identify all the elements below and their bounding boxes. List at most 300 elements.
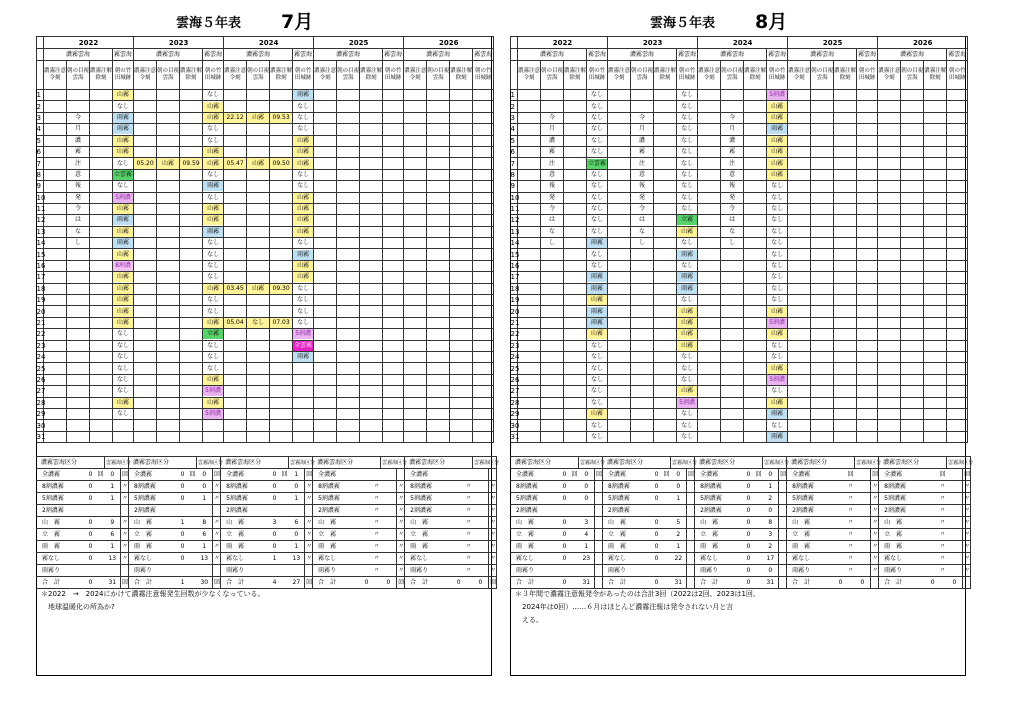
- time-cell: [314, 306, 337, 317]
- day-number: 7: [511, 158, 518, 169]
- summary-count: [855, 565, 871, 577]
- sublabel-b: 霧雲海: [383, 49, 404, 61]
- summary-label: 雨 霧: [37, 541, 85, 553]
- fog-status: 山霧: [203, 215, 223, 225]
- castle-cell: [677, 374, 698, 385]
- time-cell: [518, 226, 541, 237]
- summary-label: 5割濃霧: [511, 493, 559, 505]
- summary-label: 山 霧: [405, 517, 453, 529]
- castle-cell: [473, 397, 494, 408]
- time-cell: [878, 363, 901, 374]
- time-cell: [450, 272, 473, 283]
- fog-status: 雨霧: [767, 124, 787, 134]
- summary-unit: 〃: [963, 565, 971, 577]
- time-cell: [608, 90, 631, 101]
- obs-cell: [157, 420, 180, 431]
- obs-cell: [157, 386, 180, 397]
- summary-count: 4: [579, 529, 595, 541]
- summary-count: 0: [579, 481, 595, 493]
- summary-label: 山 霧: [511, 517, 559, 529]
- summary-count: 0: [177, 541, 189, 553]
- year-header: 2024: [698, 37, 788, 49]
- summary-block: [510, 456, 974, 589]
- summary-count: [473, 565, 489, 577]
- summary-count: 31: [105, 577, 121, 589]
- time-cell: [878, 169, 901, 180]
- summary-unit: 回: [97, 469, 105, 481]
- obs-cell: [157, 249, 180, 260]
- time-cell: [270, 329, 293, 340]
- summary-unit: [595, 565, 603, 577]
- summary-head: 雲霧海区分: [197, 457, 221, 469]
- time-cell: [608, 374, 631, 385]
- time-cell: [788, 249, 811, 260]
- obs-cell: [157, 90, 180, 101]
- summary-label: 山 霧: [37, 517, 85, 529]
- time-cell: [270, 351, 293, 362]
- castle-cell: [383, 363, 404, 374]
- summary-unit: 〃: [397, 493, 405, 505]
- castle-cell: [947, 215, 968, 226]
- summary-label: 立 霧: [313, 529, 361, 541]
- summary-count: 6: [105, 529, 121, 541]
- obs-cell: [247, 306, 270, 317]
- summary-count: [381, 565, 397, 577]
- fog-status: 山霧: [203, 284, 223, 294]
- time-cell: [924, 272, 947, 283]
- time-cell: [360, 329, 383, 340]
- month-label: 8月: [755, 11, 788, 33]
- castle-cell: [677, 181, 698, 192]
- castle-cell: [383, 272, 404, 283]
- summary-unit: [595, 553, 603, 565]
- col-header: 朝の竹田城跡: [383, 61, 404, 90]
- summary-unit: [687, 517, 695, 529]
- obs-cell: [631, 90, 654, 101]
- col-header: 朝の目視雲海: [67, 61, 90, 90]
- fog-status: なし: [207, 364, 220, 372]
- time-cell: [270, 169, 293, 180]
- time-cell: [450, 329, 473, 340]
- time-cell: [314, 226, 337, 237]
- time-cell: [180, 249, 203, 260]
- col-header: 濃霧注意令刻: [224, 61, 247, 90]
- summary-unit: [489, 469, 497, 481]
- time-cell: [654, 101, 677, 112]
- time-cell: [564, 272, 587, 283]
- summary-label: 山 霧: [787, 517, 835, 529]
- summary-count: 0: [289, 529, 305, 541]
- castle-cell: [767, 295, 788, 306]
- fog-status: なし: [591, 353, 604, 361]
- time-cell: [788, 295, 811, 306]
- summary-count: [453, 565, 465, 577]
- summary-head: 雲霧海区分: [855, 457, 879, 469]
- summary-count: 0: [559, 553, 571, 565]
- obs-cell: [427, 124, 450, 135]
- castle-cell: [767, 272, 788, 283]
- time-cell: [834, 386, 857, 397]
- castle-cell: [857, 90, 878, 101]
- time-cell: [608, 169, 631, 180]
- summary-label: 霧なし: [511, 553, 559, 565]
- summary-label: 雨 霧: [511, 541, 559, 553]
- time-cell: [834, 351, 857, 362]
- time-cell: [788, 158, 811, 169]
- time-cell: [134, 101, 157, 112]
- obs-cell: [337, 226, 360, 237]
- time-cell: [44, 283, 67, 294]
- summary-unit: 〃: [465, 481, 473, 493]
- castle-cell: [767, 260, 788, 271]
- summary-unit: [663, 481, 671, 493]
- day-number: 4: [37, 124, 44, 135]
- time-cell: [44, 397, 67, 408]
- sublabel-a: 濃霧雲海: [404, 49, 473, 61]
- obs-cell: 令: [631, 203, 654, 214]
- summary-count: [855, 529, 871, 541]
- castle-cell: [767, 181, 788, 192]
- col-header: 濃霧注解除刻: [270, 61, 293, 90]
- obs-cell: [901, 329, 924, 340]
- time-cell: [788, 112, 811, 123]
- obs-cell: [427, 408, 450, 419]
- obs-cell: [721, 386, 744, 397]
- fog-status: 山霧: [113, 398, 133, 408]
- time-cell: [224, 238, 247, 249]
- castle-cell: [767, 158, 788, 169]
- col-header: 朝の竹田城跡: [947, 61, 968, 90]
- time-cell: [834, 397, 857, 408]
- castle-cell: [587, 146, 608, 157]
- time-cell: [360, 203, 383, 214]
- time-cell: [518, 351, 541, 362]
- castle-cell: [947, 238, 968, 249]
- time-cell: [450, 374, 473, 385]
- castle-cell: [293, 181, 314, 192]
- time-cell: [44, 215, 67, 226]
- summary-unit: 〃: [489, 517, 497, 529]
- summary-label: 全濃霧: [879, 469, 927, 481]
- obs-cell: [157, 260, 180, 271]
- summary-count: 0: [743, 577, 755, 589]
- obs-cell: な: [721, 226, 744, 237]
- time-cell: [654, 203, 677, 214]
- obs-cell: [901, 238, 924, 249]
- obs-cell: [631, 329, 654, 340]
- day-number: 5: [37, 135, 44, 146]
- summary-unit: [97, 481, 105, 493]
- obs-cell: [427, 295, 450, 306]
- fog-status: なし: [681, 296, 694, 304]
- castle-cell: [473, 101, 494, 112]
- summary-unit: [779, 505, 787, 517]
- obs-cell: [427, 260, 450, 271]
- fog-status: 山霧: [113, 250, 133, 260]
- time-cell: [924, 329, 947, 340]
- time-cell: [270, 374, 293, 385]
- castle-cell: [677, 124, 698, 135]
- time-cell: [608, 249, 631, 260]
- obs-cell: [811, 408, 834, 419]
- summary-unit: [305, 565, 313, 577]
- summary-unit: [687, 541, 695, 553]
- castle-cell: [293, 192, 314, 203]
- time-cell: [270, 272, 293, 283]
- summary-head: 濃霧雲海区分: [129, 457, 197, 469]
- time-cell: [698, 135, 721, 146]
- obs-cell: [901, 431, 924, 442]
- castle-cell: [113, 260, 134, 271]
- time-cell: [834, 112, 857, 123]
- summary-label: 8割濃霧: [221, 481, 269, 493]
- time-cell: [924, 317, 947, 328]
- fog-status: 山霧: [767, 113, 787, 123]
- time-cell: [878, 226, 901, 237]
- summary-unit: [281, 481, 289, 493]
- summary-label: 8割濃霧: [129, 481, 177, 493]
- castle-cell: [113, 112, 134, 123]
- summary-label: 立 霧: [879, 529, 927, 541]
- castle-cell: [767, 397, 788, 408]
- summary-count: [105, 505, 121, 517]
- fog-status: 雨霧: [113, 238, 133, 248]
- castle-cell: [587, 90, 608, 101]
- summary-unit: [779, 493, 787, 505]
- obs-cell: [541, 397, 564, 408]
- time-cell: [518, 397, 541, 408]
- summary-count: [927, 553, 939, 565]
- time-cell: [314, 283, 337, 294]
- obs-cell: 霧: [721, 146, 744, 157]
- summary-unit: 〃: [397, 565, 405, 577]
- sublabel-a: 濃霧雲海: [788, 49, 857, 61]
- time-cell: [834, 215, 857, 226]
- time-cell: [788, 215, 811, 226]
- fog-status: なし: [591, 182, 604, 190]
- fog-status: なし: [681, 410, 694, 418]
- castle-cell: [947, 101, 968, 112]
- fog-status: 山霧: [293, 193, 313, 203]
- obs-cell: 発: [631, 192, 654, 203]
- time-cell: [404, 146, 427, 157]
- summary-count: 0: [743, 529, 755, 541]
- summary-label: 雨霧り: [787, 565, 835, 577]
- fog-status: 立霧: [677, 215, 697, 225]
- summary-count: 0: [743, 553, 755, 565]
- time-cell: [698, 431, 721, 442]
- summary-unit: [281, 493, 289, 505]
- corner: [37, 49, 44, 61]
- time-cell: [788, 169, 811, 180]
- time-cell: [698, 397, 721, 408]
- day-number: 21: [510, 319, 520, 327]
- obs-cell: [427, 340, 450, 351]
- day-number: 6: [511, 146, 518, 157]
- time-cell: [44, 386, 67, 397]
- time-cell: 03.45: [224, 283, 247, 294]
- obs-cell: [631, 295, 654, 306]
- fog-status: 山霧: [677, 307, 697, 317]
- sublabel-a: 濃霧雲海: [314, 49, 383, 61]
- time-cell: [788, 203, 811, 214]
- time-cell: [360, 340, 383, 351]
- col-header: 濃霧注解除刻: [744, 61, 767, 90]
- time-cell: [224, 181, 247, 192]
- castle-cell: [947, 112, 968, 123]
- castle-cell: [203, 203, 224, 214]
- obs-cell: [337, 295, 360, 306]
- obs-cell: [811, 295, 834, 306]
- summary-unit: 〃: [963, 481, 971, 493]
- time-cell: [360, 101, 383, 112]
- time-cell: [744, 238, 767, 249]
- time-cell: [608, 363, 631, 374]
- castle-cell: [113, 340, 134, 351]
- summary-unit: 〃: [465, 517, 473, 529]
- time-cell: [698, 317, 721, 328]
- summary-unit: 回: [595, 469, 603, 481]
- summary-label: 合 計: [405, 577, 453, 589]
- obs-cell: [67, 317, 90, 328]
- summary-unit: 回: [687, 469, 695, 481]
- castle-cell: [587, 397, 608, 408]
- castle-cell: [677, 340, 698, 351]
- time-cell: 09.53: [270, 112, 293, 123]
- obs-cell: 発: [541, 192, 564, 203]
- obs-cell: [541, 283, 564, 294]
- time-cell: [270, 249, 293, 260]
- obs-cell: [337, 351, 360, 362]
- time-cell: [180, 192, 203, 203]
- day-number: 15: [36, 250, 46, 259]
- summary-unit: 回: [213, 577, 221, 589]
- obs-cell: [541, 249, 564, 260]
- castle-cell: [473, 226, 494, 237]
- fog-status: なし: [771, 284, 784, 292]
- summary-count: 17: [763, 553, 779, 565]
- time-cell: [654, 431, 677, 442]
- castle-cell: [473, 124, 494, 135]
- obs-cell: [427, 181, 450, 192]
- summary-count: 0: [927, 577, 939, 589]
- obs-cell: [157, 181, 180, 192]
- time-cell: [564, 408, 587, 419]
- time-cell: [924, 158, 947, 169]
- summary-unit: 〃: [121, 493, 129, 505]
- obs-cell: [721, 317, 744, 328]
- obs-cell: [67, 351, 90, 362]
- day-number: 10: [510, 193, 520, 202]
- obs-cell: [811, 135, 834, 146]
- castle-cell: [383, 158, 404, 169]
- fog-status: なし: [207, 125, 220, 133]
- summary-unit: [595, 493, 603, 505]
- obs-cell: [541, 363, 564, 374]
- fog-status: 山霧: [767, 398, 787, 408]
- time-cell: [270, 181, 293, 192]
- castle-cell: [473, 329, 494, 340]
- obs-cell: [427, 169, 450, 180]
- summary-unit: [755, 541, 763, 553]
- obs-cell: [157, 295, 180, 306]
- fog-status: 雨霧: [203, 181, 223, 191]
- obs-cell: [811, 169, 834, 180]
- fog-status: なし: [117, 410, 130, 418]
- summary-label: 8割濃霧: [879, 481, 927, 493]
- summary-count: 0: [559, 481, 571, 493]
- summary-unit: 〃: [213, 553, 221, 565]
- time-cell: [564, 260, 587, 271]
- castle-cell: [293, 351, 314, 362]
- time-cell: [44, 169, 67, 180]
- time-cell: [224, 295, 247, 306]
- notes: [510, 588, 970, 627]
- col-header: 濃霧注意令刻: [404, 61, 427, 90]
- summary-unit: [189, 517, 197, 529]
- castle-cell: [203, 192, 224, 203]
- obs-cell: [811, 192, 834, 203]
- day-number: 22: [510, 330, 520, 339]
- castle-cell: [383, 249, 404, 260]
- castle-cell: [947, 90, 968, 101]
- summary-label: 全濃霧: [511, 469, 559, 481]
- fog-status: なし: [771, 273, 784, 281]
- castle-cell: [383, 135, 404, 146]
- day-number: 14: [36, 239, 46, 248]
- fog-status: なし: [591, 364, 604, 372]
- time-cell: [44, 124, 67, 135]
- summary-unit: 〃: [397, 505, 405, 517]
- fog-status: なし: [681, 113, 694, 121]
- castle-cell: [947, 249, 968, 260]
- time-cell: [90, 192, 113, 203]
- time-cell: [44, 146, 67, 157]
- summary-unit: [755, 577, 763, 589]
- time-cell: [654, 260, 677, 271]
- summary-unit: 回: [121, 469, 129, 481]
- time-cell: [90, 112, 113, 123]
- obs-cell: [811, 181, 834, 192]
- summary-label: 全濃霧: [695, 469, 743, 481]
- time-cell: [924, 124, 947, 135]
- sublabel-b: 霧雲海: [857, 49, 878, 61]
- time-cell: [360, 374, 383, 385]
- time-cell: [608, 146, 631, 157]
- obs-cell: [337, 329, 360, 340]
- time-cell: [404, 340, 427, 351]
- summary-label: 山 霧: [129, 517, 177, 529]
- summary-count: [927, 481, 939, 493]
- fog-status: 山霧: [203, 375, 223, 385]
- time-cell: [270, 226, 293, 237]
- time-cell: [270, 215, 293, 226]
- summary-count: 0: [177, 553, 189, 565]
- summary-unit: 〃: [213, 481, 221, 493]
- time-cell: [270, 101, 293, 112]
- obs-cell: [811, 363, 834, 374]
- time-cell: [270, 408, 293, 419]
- time-cell: [698, 215, 721, 226]
- fog-status: なし: [771, 205, 784, 213]
- time-cell: [564, 329, 587, 340]
- obs-cell: [631, 272, 654, 283]
- castle-cell: [203, 329, 224, 340]
- time-cell: [450, 363, 473, 374]
- time-cell: [450, 146, 473, 157]
- castle-cell: [203, 317, 224, 328]
- note-line: ＊３年間で濃霧注意報発令があったのは合計3回（2022は2回、2023は1回、: [515, 590, 760, 598]
